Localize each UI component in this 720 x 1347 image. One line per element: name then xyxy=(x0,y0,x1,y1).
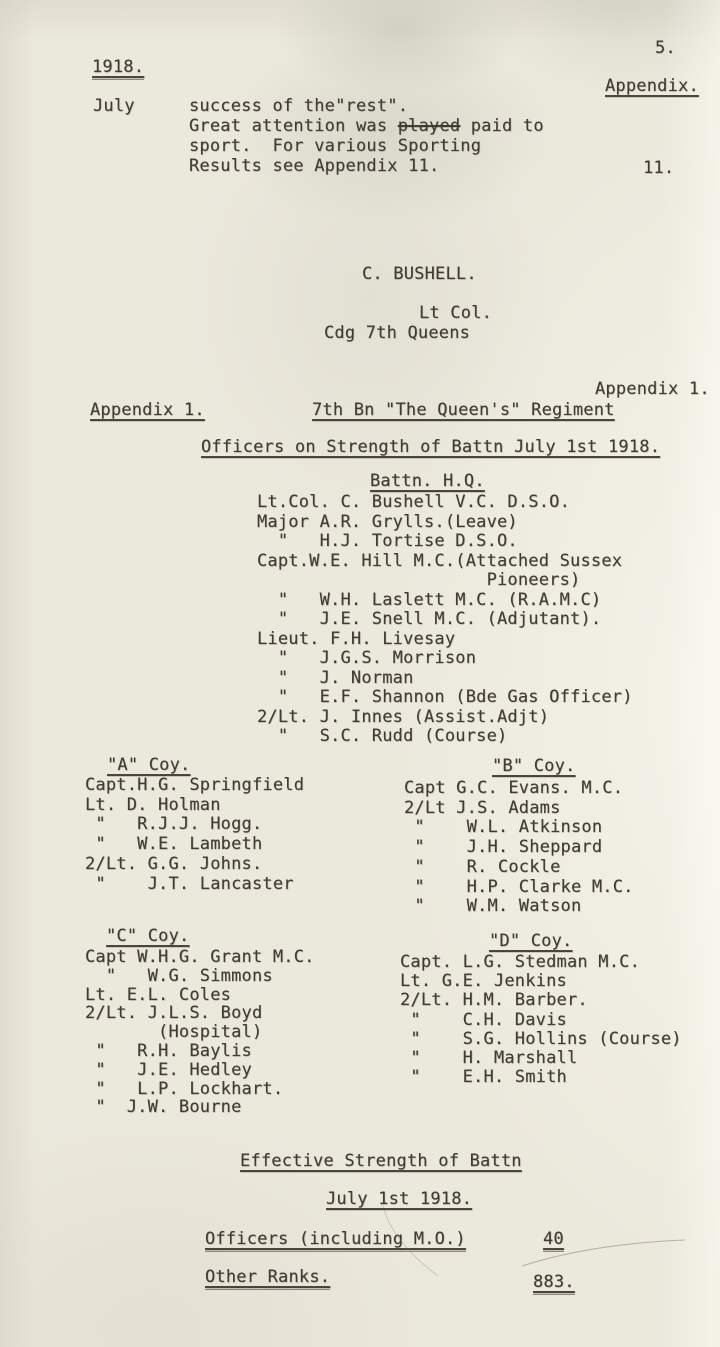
officer-line: Lt.Col. C. Bushell V.C. D.S.O. xyxy=(257,492,571,512)
officer-line: " R. Cockle xyxy=(404,856,561,877)
coy-d-officer-list xyxy=(400,953,682,1087)
officer-line: " H.P. Clarke M.C. xyxy=(404,876,634,897)
coy-a-heading: "A" Coy. xyxy=(107,755,191,775)
officers-strength-subtitle: Officers on Strength of Battn July 1st 1918. xyxy=(201,437,661,457)
officer-line: " W.H. Laslett M.C. (R.A.M.C) xyxy=(257,589,602,610)
officer-line: Lt. G.E. Jenkins xyxy=(400,971,567,992)
officer-line: 2/Lt J.S. Adams xyxy=(404,797,561,818)
signature-name: C. BUSHELL. xyxy=(362,264,477,284)
diary-year: 1918. xyxy=(92,57,144,80)
diary-month: July xyxy=(93,96,135,116)
coy-c-officer-list xyxy=(85,948,315,1117)
strength-heading-line2: July 1st 1918. xyxy=(326,1189,473,1209)
strength-row-officers-value: 40 xyxy=(543,1229,564,1252)
hq-officer-list xyxy=(257,493,633,747)
officer-line: " W.L. Atkinson xyxy=(404,817,603,838)
officer-line: Pioneers) xyxy=(257,570,581,590)
hq-heading: Battn. H.Q. xyxy=(370,471,485,491)
appendix-reference-number: 11. xyxy=(643,158,675,178)
officer-line: " J.W. Bourne xyxy=(85,1097,242,1118)
officer-line: Major A.R. Grylls.(Leave) xyxy=(257,511,518,532)
appendix-column-heading: Appendix. xyxy=(605,76,699,96)
appendix1-margin-label: Appendix 1. xyxy=(90,400,205,420)
officer-line: Capt.W.E. Hill M.C.(Attached Sussex xyxy=(257,550,623,571)
officer-line: 2/Lt. J.L.S. Boyd xyxy=(85,1003,263,1024)
officer-line: Capt W.H.G. Grant M.C. xyxy=(85,947,315,967)
officer-line: " E.F. Shannon (Bde Gas Officer) xyxy=(257,687,633,707)
officer-line: " H. Marshall xyxy=(400,1048,578,1069)
officer-line: " C.H. Davis xyxy=(400,1009,567,1030)
officer-line: " H.J. Tortise D.S.O. xyxy=(257,531,518,551)
strength-heading-line1: Effective Strength of Battn xyxy=(240,1151,522,1171)
entry-line-2-pre: Great attention was xyxy=(189,116,398,136)
officer-line: " J.E. Snell M.C. (Adjutant). xyxy=(257,609,602,629)
officer-line: " S.G. Hollins (Course) xyxy=(400,1028,682,1049)
officer-line: 2/Lt. J. Innes (Assist.Adjt) xyxy=(257,706,550,727)
officer-line: " W.E. Lambeth xyxy=(85,834,263,855)
officer-line: Lt. E.L. Coles xyxy=(85,984,232,1005)
officer-line: " J.G.S. Morrison xyxy=(257,648,477,668)
entry-line-3: sport. For various Sporting xyxy=(189,136,482,156)
diary-entry-text xyxy=(189,96,544,176)
officer-line: " R.J.J. Hogg. xyxy=(85,814,263,835)
officer-line: " J.E. Hedley xyxy=(85,1059,252,1080)
officer-line: " R.H. Baylis xyxy=(85,1040,252,1061)
officer-line: (Hospital) xyxy=(85,1022,263,1043)
signature-command: Cdg 7th Queens xyxy=(324,323,471,343)
regiment-title: 7th Bn "The Queen's" Regiment xyxy=(312,400,615,420)
strength-row-other-ranks-value: 883. xyxy=(533,1272,575,1295)
coy-b-officer-list xyxy=(404,779,634,917)
entry-line-4: Results see Appendix 11. xyxy=(189,156,440,176)
strength-row-officers-label: Officers (including M.O.) xyxy=(205,1229,466,1252)
officer-line: Lieut. F.H. Livesay xyxy=(257,628,456,649)
officer-line: " L.P. Lockhart. xyxy=(85,1078,284,1099)
coy-c-heading: "C" Coy. xyxy=(106,926,190,946)
officer-line: " J.H. Sheppard xyxy=(404,837,603,858)
officer-line: Capt G.C. Evans. M.C. xyxy=(404,778,624,798)
officer-line: " J.T. Lancaster xyxy=(85,873,294,894)
officer-line: 2/Lt. H.M. Barber. xyxy=(400,990,588,1011)
entry-word-struck: played xyxy=(397,116,461,136)
coy-b-heading: "B" Coy. xyxy=(492,756,576,776)
page-number: 5. xyxy=(655,38,676,58)
appendix1-corner-label: Appendix 1. xyxy=(595,379,710,399)
officer-line: " J. Norman xyxy=(257,667,414,688)
officer-line: Capt. L.G. Stedman M.C. xyxy=(400,952,641,972)
officer-line: " W.G. Simmons xyxy=(85,965,273,986)
entry-line-2-post: paid to xyxy=(460,116,544,136)
entry-line-1: success of the"rest". xyxy=(189,96,409,116)
coy-a-officer-list xyxy=(85,776,304,894)
officer-line: " W.M. Watson xyxy=(404,896,582,917)
officer-line: " E.H. Smith xyxy=(400,1067,567,1088)
officer-line: Capt.H.G. Springfield xyxy=(85,775,305,795)
officer-line: " S.C. Rudd (Course) xyxy=(257,726,508,746)
officer-line: Lt. D. Holman xyxy=(85,794,221,815)
strength-row-other-ranks-label: Other Ranks. xyxy=(205,1267,330,1290)
officer-line: 2/Lt. G.G. Johns. xyxy=(85,853,263,874)
coy-d-heading: "D" Coy. xyxy=(489,931,573,951)
signature-rank: Lt Col. xyxy=(419,303,493,323)
